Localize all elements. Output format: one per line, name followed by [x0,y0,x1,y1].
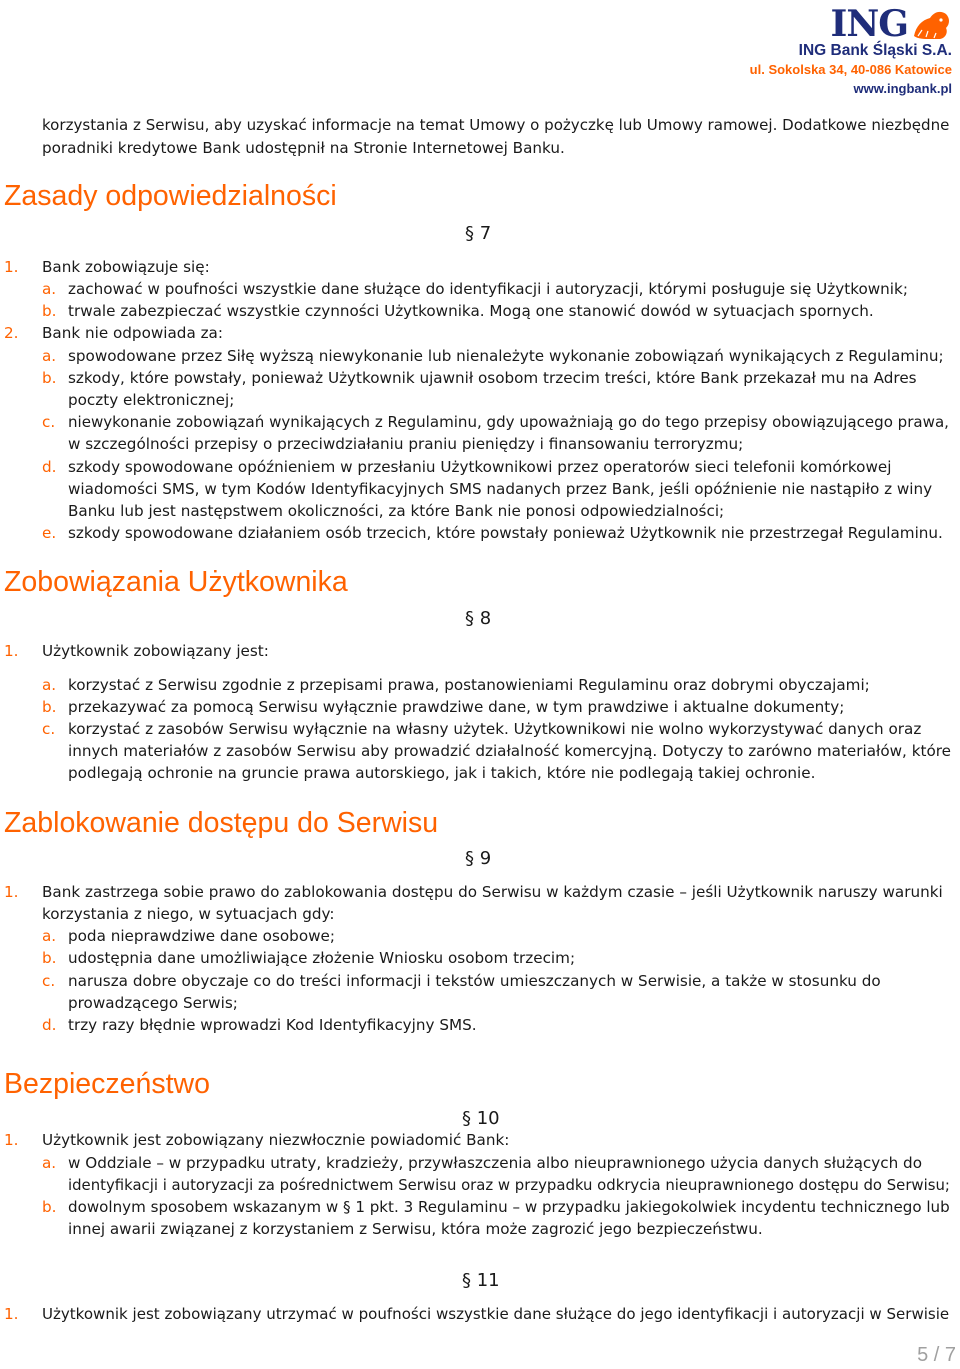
section-title-security: Bezpieczeństwo [4,1068,210,1100]
paragraph-10: § 10 [462,1108,500,1129]
item-text: wiadomości SMS, w tym Kodów Identyfikacyjnych SMS nadanych przez Bank, jeśli opóźnienie nie nastąpiło z winy [68,480,933,498]
item-text: Użytkownik zobowiązany jest: [42,642,269,660]
item-letter: d. [42,1016,57,1034]
item-letter: a. [42,1154,57,1172]
item-text: innych materiałów z zasobów Serwisu aby prowadzić działalność komercyjną. Dotyczy to zarówno materiałów, które [68,742,952,760]
item-text: prowadzącego Serwis; [68,994,238,1012]
section-title-liability: Zasady odpowiedzialności [4,180,337,212]
bank-address: ul. Sokolska 34, 40-086 Katowice [749,62,952,77]
item-text: udostępnia dane umożliwiające złożenie Wniosku osobom trzecim; [68,949,576,967]
item-text: Bank zobowiązuje się: [42,258,210,276]
item-number: 1. [4,1131,19,1149]
item-letter: a. [42,280,57,298]
item-text: innej awarii związanej z korzystaniem z Serwisu, która może zagrozić jego bezpieczeństwu. [68,1220,763,1238]
item-number: 1. [4,1305,19,1323]
page-number: 5 / 7 [917,1344,956,1366]
item-text: szkody spowodowane działaniem osób trzecich, które powstały ponieważ Użytkownik nie przestrzegał Regulaminu. [68,524,943,542]
item-text: Banku lub jest następstwem okoliczności, za które Bank nie ponosi odpowiedzialności; [68,502,725,520]
item-text: korzystać z Serwisu zgodnie z przepisami prawa, postanowieniami Regulaminu oraz dobrymi obyczajami; [68,676,870,694]
item-letter: b. [42,302,57,320]
item-text: dowolnym sposobem wskazanym w § 1 pkt. 3 Regulaminu – w przypadku jakiegokolwiek incydentu technicznego lub [68,1198,950,1216]
item-text: szkody spowodowane opóźnieniem w przesłaniu Użytkownikowi przez operatorów sieci telefonii komórkowej [68,458,892,476]
item-number: 2. [4,324,19,342]
section-title-access-block: Zablokowanie dostępu do Serwisu [4,807,439,839]
item-letter: a. [42,927,57,945]
item-text: poczty elektronicznej; [68,391,235,409]
paragraph-9: § 9 [465,848,492,869]
bank-header [616,2,956,98]
ing-logo [830,2,953,45]
logo-text: ING [830,3,908,45]
item-text: poda nieprawdziwe dane osobowe; [68,927,335,945]
item-text: korzystania z niego, w sytuacjach gdy: [42,905,335,923]
item-letter: c. [42,720,56,738]
item-text: trzy razy błędnie wprowadzi Kod Identyfikacyjny SMS. [68,1016,477,1034]
item-text: w Oddziale – w przypadku utraty, kradzieży, przywłaszczenia albo nieuprawnionego użycia danych służących do [68,1154,922,1172]
item-letter: a. [42,676,57,694]
item-letter: b. [42,1198,57,1216]
item-text: Bank nie odpowiada za: [42,324,223,342]
item-text: przekazywać za pomocą Serwisu wyłącznie prawdziwe dane, w tym prawdziwe i aktualne dokumenty; [68,698,845,716]
item-text: korzystać z zasobów Serwisu wyłącznie na własny użytek. Użytkownikowi nie wolno wykorzystywać danych oraz [68,720,922,738]
item-text: szkody, które powstały, ponieważ Użytkownik ujawnił osobom trzecim treści, które Bank przekazał mu na Adres [68,369,917,387]
item-text: podlegają ochronie na gruncie prawa autorskiego, jak i takich, które nie podlegają takiej ochronie. [68,764,816,782]
item-text: spowodowane przez Siłę wyższą niewykonanie lub nienależyte wykonanie zobowiązań wynikających z Regulaminu; [68,347,944,365]
bank-name: ING Bank Śląski S.A. [798,42,952,59]
item-text: w szczególności przepisy o przeciwdziałaniu praniu pieniędzy i finansowaniu terroryzmu; [68,435,744,453]
item-letter: c. [42,972,56,990]
item-letter: d. [42,458,57,476]
item-number: 1. [4,883,19,901]
item-text: Bank zastrzega sobie prawo do zablokowania dostępu do Serwisu w każdym czasie – jeśli Użytkownik naruszy warunki [42,883,943,901]
intro-line-1: korzystania z Serwisu, aby uzyskać informacje na temat Umowy o pożyczkę lub Umowy ramowej. Dodatkowe niezbędne [42,116,950,134]
item-text: niewykonanie zobowiązań wynikających z Regulaminu, gdy upoważniają go do tego przepisy obowiązującego prawa, [68,413,949,431]
paragraph-11: § 11 [462,1270,500,1291]
item-letter: b. [42,698,57,716]
item-text: Użytkownik jest zobowiązany utrzymać w poufności wszystkie dane służące do jego identyfikacji i autoryzacji w Serwisie [42,1305,950,1323]
item-text: narusza dobre obyczaje co do treści informacji i tekstów umieszczanych w Serwisie, a także w stosunku do [68,972,881,990]
section-title-user-obligations: Zobowiązania Użytkownika [4,566,348,598]
lion-icon [910,6,952,42]
item-letter: b. [42,369,57,387]
item-text: trwale zabezpieczać wszystkie czynności Użytkownika. Mogą one stanowić dowód w sytuacjach spornych. [68,302,874,320]
item-letter: a. [42,347,57,365]
intro-line-2: poradniki kredytowe Bank udostępnił na Stronie Internetowej Banku. [42,139,565,157]
paragraph-8: § 8 [465,608,492,629]
item-text: Użytkownik jest zobowiązany niezwłocznie powiadomić Bank: [42,1131,510,1149]
item-text: zachować w poufności wszystkie dane służące do identyfikacji i autoryzacji, którymi posługuje się Użytkownik; [68,280,908,298]
item-letter: c. [42,413,56,431]
item-text: identyfikacji i autoryzacji za pośrednictwem Serwisu oraz w przypadku odkrycia nieuprawnionego dostępu do Serwisu; [68,1176,950,1194]
item-number: 1. [4,642,19,660]
bank-website: www.ingbank.pl [853,81,952,96]
item-letter: b. [42,949,57,967]
item-letter: e. [42,524,57,542]
item-number: 1. [4,258,19,276]
paragraph-7: § 7 [465,223,492,244]
